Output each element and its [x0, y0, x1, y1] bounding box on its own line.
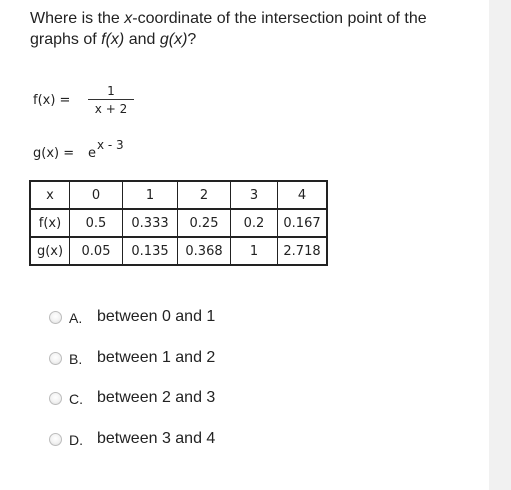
- f-numerator: 1: [107, 84, 115, 98]
- question-fx: f(x): [101, 31, 125, 48]
- table-cell: x: [30, 181, 70, 209]
- option-letter: C.: [69, 391, 83, 407]
- table-cell: g(x): [30, 237, 70, 265]
- radio-button-icon[interactable]: [49, 392, 62, 405]
- g-formula-lhs: g(x) =: [33, 146, 75, 161]
- question-part: -coordinate of the intersection point of the graphs of: [30, 10, 427, 48]
- radio-button-icon[interactable]: [49, 311, 62, 324]
- table-cell: 0.2: [231, 209, 278, 237]
- radio-button-icon[interactable]: [49, 352, 62, 365]
- table-cell: 0.167: [278, 209, 328, 237]
- option-label[interactable]: between 1 and 2: [97, 348, 216, 366]
- g-formula-exponent: x - 3: [97, 138, 124, 152]
- option-letter: D.: [69, 431, 83, 448]
- table-cell: 0.135: [123, 237, 178, 265]
- option-label[interactable]: between 0 and 1: [97, 308, 216, 325]
- table-cell: 0: [70, 181, 123, 209]
- g-formula-base: e: [88, 146, 96, 161]
- question-var-x: x: [124, 10, 133, 27]
- option-label[interactable]: between 3 and 4: [97, 429, 216, 447]
- table-cell: 0.25: [178, 209, 231, 237]
- table-cell: 0.333: [123, 209, 178, 237]
- question-part: ?: [187, 31, 197, 48]
- option-letter: B.: [69, 350, 83, 367]
- question-part: and: [124, 31, 160, 48]
- option-letter: A.: [69, 310, 83, 326]
- fraction-bar: [88, 99, 134, 100]
- table-row: [30, 237, 327, 265]
- table-cell: 0.368: [178, 237, 231, 265]
- question-gx: g(x): [159, 31, 188, 48]
- table-cell: 3: [231, 181, 278, 209]
- table-cell: 2.718: [278, 237, 328, 265]
- radio-button-icon[interactable]: [49, 433, 62, 446]
- right-margin-strip: [489, 0, 511, 490]
- table-cell: f(x): [30, 209, 70, 237]
- f-formula-lhs: f(x) =: [33, 93, 71, 108]
- f-denominator: x + 2: [94, 102, 128, 116]
- table-cell: 4: [278, 181, 328, 209]
- question-text: [30, 8, 470, 50]
- table-row: [30, 209, 327, 237]
- values-table: [29, 180, 328, 266]
- table-cell: 1: [231, 237, 278, 265]
- table-cell: 0.05: [70, 237, 123, 265]
- f-formula-fraction: [88, 84, 134, 116]
- table-cell: 2: [178, 181, 231, 209]
- table-cell: 0.5: [70, 209, 123, 237]
- table-header-row: [30, 181, 327, 209]
- option-label[interactable]: between 2 and 3: [97, 389, 216, 406]
- question-part: Where is the: [30, 10, 125, 27]
- table-cell: 1: [123, 181, 178, 209]
